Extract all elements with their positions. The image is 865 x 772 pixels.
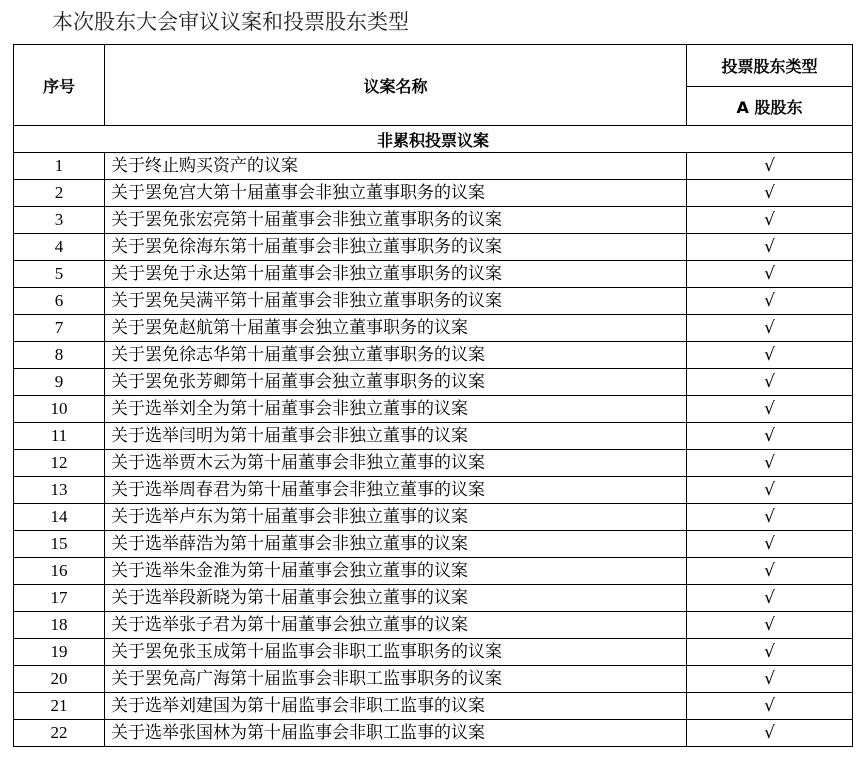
table-row (14, 666, 853, 693)
proposal-name: 关于选举周春君为第十届董事会非独立董事的议案 (105, 477, 687, 504)
header-a-share-holders: A 股股东 (687, 87, 853, 126)
row-number: 6 (14, 288, 105, 315)
row-number: 21 (14, 693, 105, 720)
a-share-checkmark: √ (687, 261, 853, 288)
proposal-name: 关于罢免徐志华第十届董事会独立董事职务的议案 (105, 342, 687, 369)
row-number: 20 (14, 666, 105, 693)
table-row (14, 153, 853, 180)
row-number: 2 (14, 180, 105, 207)
table-row (14, 261, 853, 288)
a-share-checkmark: √ (687, 693, 853, 720)
row-number: 19 (14, 639, 105, 666)
proposal-name: 关于罢免高广海第十届监事会非职工监事职务的议案 (105, 666, 687, 693)
row-number: 10 (14, 396, 105, 423)
row-number: 11 (14, 423, 105, 450)
table-row (14, 585, 853, 612)
proposal-name: 关于罢免吴满平第十届董事会非独立董事职务的议案 (105, 288, 687, 315)
a-share-checkmark: √ (687, 504, 853, 531)
row-number: 17 (14, 585, 105, 612)
table-row (14, 720, 853, 747)
a-share-checkmark: √ (687, 342, 853, 369)
document-title: 本次股东大会审议议案和投票股东类型 (52, 10, 409, 34)
table-row (14, 693, 853, 720)
a-share-checkmark: √ (687, 558, 853, 585)
proposal-name: 关于罢免赵航第十届董事会独立董事职务的议案 (105, 315, 687, 342)
proposal-name: 关于选举朱金淮为第十届董事会独立董事的议案 (105, 558, 687, 585)
a-share-checkmark: √ (687, 477, 853, 504)
proposal-name: 关于选举张国林为第十届监事会非职工监事的议案 (105, 720, 687, 747)
table-row (14, 504, 853, 531)
a-share-checkmark: √ (687, 396, 853, 423)
table-row (14, 531, 853, 558)
proposal-name: 关于罢免于永达第十届董事会非独立董事职务的议案 (105, 261, 687, 288)
proposal-name: 关于罢免张玉成第十届监事会非职工监事职务的议案 (105, 639, 687, 666)
a-share-checkmark: √ (687, 180, 853, 207)
row-number: 22 (14, 720, 105, 747)
a-share-checkmark: √ (687, 369, 853, 396)
row-number: 18 (14, 612, 105, 639)
table-row (14, 342, 853, 369)
proposal-name: 关于罢免张芳卿第十届董事会独立董事职务的议案 (105, 369, 687, 396)
table-row (14, 180, 853, 207)
proposal-name: 关于选举薛浩为第十届董事会非独立董事的议案 (105, 531, 687, 558)
row-number: 4 (14, 234, 105, 261)
a-share-checkmark: √ (687, 639, 853, 666)
table-row (14, 423, 853, 450)
a-share-checkmark: √ (687, 315, 853, 342)
table-row (14, 234, 853, 261)
proposal-name: 关于选举贾木云为第十届董事会非独立董事的议案 (105, 450, 687, 477)
table-row (14, 369, 853, 396)
table-row (14, 207, 853, 234)
a-share-checkmark: √ (687, 423, 853, 450)
a-share-checkmark: √ (687, 450, 853, 477)
proposal-name: 关于选举闫明为第十届董事会非独立董事的议案 (105, 423, 687, 450)
table-row (14, 639, 853, 666)
a-share-checkmark: √ (687, 612, 853, 639)
row-number: 5 (14, 261, 105, 288)
row-number: 16 (14, 558, 105, 585)
row-number: 12 (14, 450, 105, 477)
proposal-name: 关于罢免徐海东第十届董事会非独立董事职务的议案 (105, 234, 687, 261)
a-share-checkmark: √ (687, 153, 853, 180)
row-number: 1 (14, 153, 105, 180)
header-seq: 序号 (14, 45, 105, 126)
a-share-checkmark: √ (687, 288, 853, 315)
header-proposal-name: 议案名称 (105, 45, 687, 126)
proposal-name: 关于罢免宫大第十届董事会非独立董事职务的议案 (105, 180, 687, 207)
proposal-name: 关于选举张子君为第十届董事会独立董事的议案 (105, 612, 687, 639)
proposal-name: 关于选举段新晓为第十届董事会独立董事的议案 (105, 585, 687, 612)
row-number: 3 (14, 207, 105, 234)
proposal-table (13, 44, 853, 747)
a-share-checkmark: √ (687, 234, 853, 261)
row-number: 9 (14, 369, 105, 396)
proposal-name: 关于罢免张宏亮第十届董事会非独立董事职务的议案 (105, 207, 687, 234)
table-row (14, 315, 853, 342)
row-number: 13 (14, 477, 105, 504)
header-voter-type: 投票股东类型 (687, 45, 853, 87)
a-share-checkmark: √ (687, 531, 853, 558)
table-row (14, 396, 853, 423)
proposal-name: 关于选举刘全为第十届董事会非独立董事的议案 (105, 396, 687, 423)
row-number: 7 (14, 315, 105, 342)
proposal-name: 关于选举卢东为第十届董事会非独立董事的议案 (105, 504, 687, 531)
table-row (14, 288, 853, 315)
table-row (14, 558, 853, 585)
row-number: 15 (14, 531, 105, 558)
a-share-checkmark: √ (687, 207, 853, 234)
row-number: 8 (14, 342, 105, 369)
proposal-name: 关于终止购买资产的议案 (105, 153, 687, 180)
a-share-checkmark: √ (687, 585, 853, 612)
section-title: 非累积投票议案 (14, 126, 853, 153)
table-row (14, 612, 853, 639)
table-row (14, 450, 853, 477)
a-share-checkmark: √ (687, 666, 853, 693)
a-share-checkmark: √ (687, 720, 853, 747)
row-number: 14 (14, 504, 105, 531)
table-row (14, 477, 853, 504)
proposal-name: 关于选举刘建国为第十届监事会非职工监事的议案 (105, 693, 687, 720)
